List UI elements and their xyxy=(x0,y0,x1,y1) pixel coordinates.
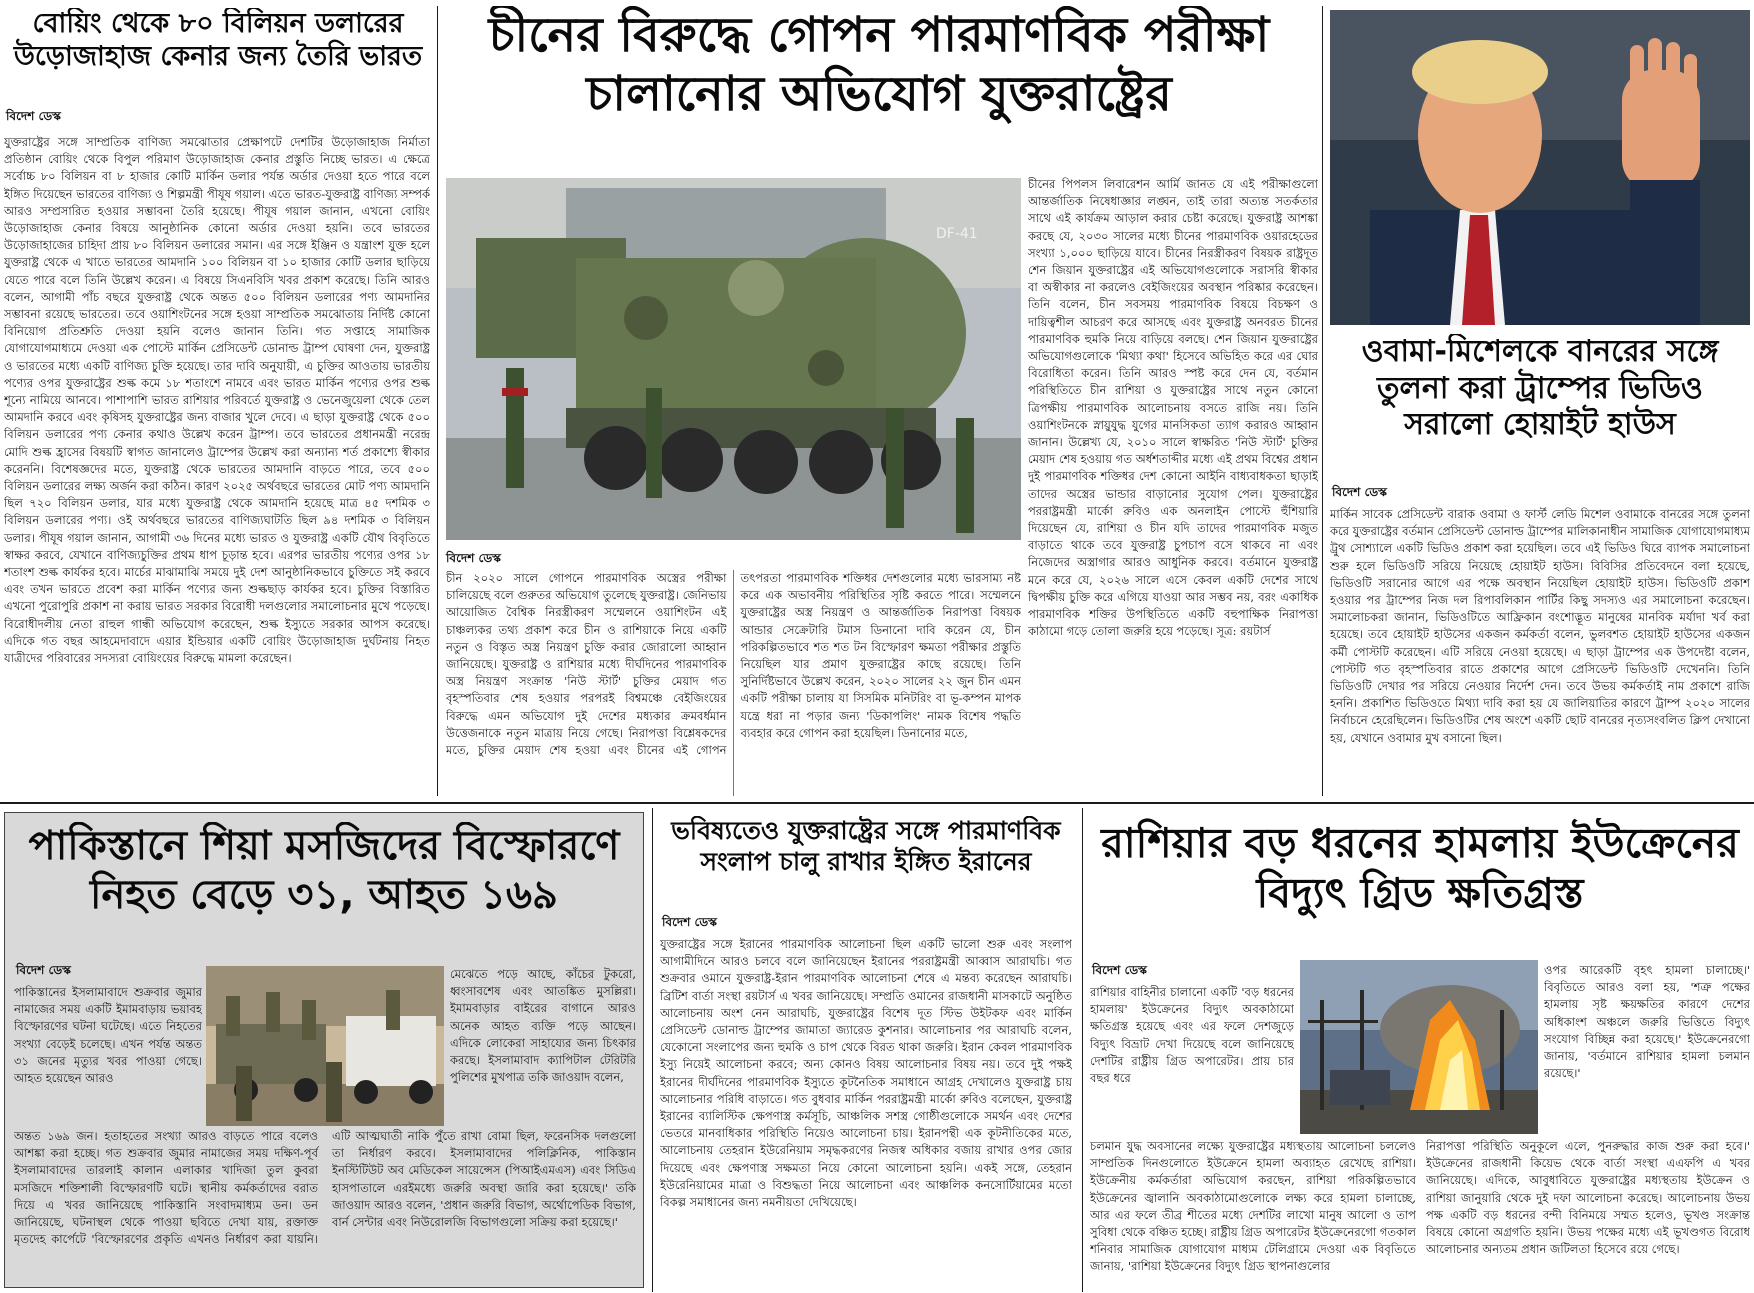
a6-desk: বিদেশ ডেস্ক xyxy=(1092,963,1147,977)
a6-headline: রাশিয়ার বড় ধরনের হামলায় ইউক্রেনের বিদ্যুৎ গ্রিড ক্ষতিগ্রস্ত xyxy=(1101,819,1739,918)
a4-headline: পাকিস্তানে শিয়া মসজিদের বিস্ফোরণে নিহত বেড়ে ৩১, আহত ১৬৯ xyxy=(28,823,620,918)
rule-v3 xyxy=(652,808,653,1292)
a2-body-bottom: চীন ২০২০ সালে গোপনে পারমাণবিক অস্ত্রের পরীক্ষা চালিয়েছে বলে গুরুতর অভিযোগ তুলেছে যুক্তরাষ্ট্র। জেনিভায় আয়োজিত বৈশ্বিক নিরস্ত্রীকরণ সম্মেলনে ওয়াশিংটন এই চাঞ্চল্যকর তথ্য প্রকাশ করে চীন ও রাশিয়াকে নিয়ে একটি নতুন ও বিস্তৃত অস্ত্র নিয়ন্ত্রণ চুক্তি করার জোরালো আহ্বান জানিয়েছে। যুক্তরাষ্ট্র ও রাশিয়ার মধ্যে দীর্ঘদিনের পারমাণবিক অস্ত্র নিয়ন্ত্রণ সংক্রান্ত 'নিউ স্টার্ট' চুক্তির মেয়াদ গত বৃহস্পতিবার শেষ হওয়ার পরপরই বিশ্বমঞ্চে বেইজিংয়ের বিরুদ্ধে এমন অভিযোগ দুই দেশের মধ্যকার ক্রমবর্ধমান উত্তেজনাকে নতুন মাত্রায় নিয়ে গেছে। নিরাপত্তা বিশ্লেষকদের মতে, চুক্তির মেয়াদ শেষ হওয়া এবং চীনের এই গোপন তৎপরতা পারমাণবিক শক্তিধর দেশগুলোর মধ্যে ভারসাম্য নষ্ট করে এক অভাবনীয় পরিস্থিতির সৃষ্টি করতে পারে। সম্মেলনে যুক্তরাষ্ট্রের অস্ত্র নিয়ন্ত্রণ ও আন্তর্জাতিক নিরাপত্তা বিষয়ক আন্ডার সেক্রেটারি টমাস ডিনানো দাবি করেন যে, চীন পরিকল্পিতভাবে শত শত টন বিস্ফোরণ ক্ষমতা পরীক্ষার প্রস্তুতি নিয়েছিল যার প্রমাণ যুক্তরাষ্ট্রের কাছে রয়েছে। তিনি সুনির্দিষ্টভাবে উল্লেখ করেন, ২০২০ সালের ২২ জুন চীন এমন একটি পরীক্ষা চালায় যা সিসমিক মনিটরিং বা ভূ-কম্পন মাপক যন্ত্রে ধরা না পড়ার জন্য 'ডিকাপলিং' নামক বিশেষ পদ্ধতি ব্যবহার করে গোপন করা হয়েছিল। ডিনানোর মতে, xyxy=(446,571,1021,758)
a3-headline: ওবামা-মিশেলকে বানরের সঙ্গে তুলনা করা ট্রাম্পের ভিডিও সরালো হোয়াইট হাউস xyxy=(1361,334,1719,443)
a5-desk: বিদেশ ডেস্ক xyxy=(662,915,717,929)
trump-image xyxy=(1330,10,1750,325)
a4-police-photo xyxy=(206,966,444,1126)
a6-fire-photo xyxy=(1300,960,1538,1134)
a4-desk: বিদেশ ডেস্ক xyxy=(16,963,71,977)
a2-headline: চীনের বিরুদ্ধে গোপন পারমাণবিক পরীক্ষা চালানোর অভিযোগ যুক্তরাষ্ট্রের xyxy=(488,7,1270,122)
a1-desk: বিদেশ ডেস্ক xyxy=(6,109,61,123)
a6-body-left: রাশিয়ার বাহিনীর চালানো একটি 'বড় ধরনের হামলায়' ইউক্রেনের বিদ্যুৎ অবকাঠামো ক্ষতিগ্রস্ত হয়েছে এবং এর ফলে দেশজুড়ে বিদ্যুৎ বিভ্রাট দেখা দিয়েছে বলে জানিয়েছে দেশটির রাষ্ট্রীয় গ্রিড অপারেটর। প্রায় চার বছর ধরে xyxy=(1090,985,1294,1086)
a3-trump-photo xyxy=(1330,10,1750,325)
a2-missile-photo xyxy=(446,178,1021,540)
police-image xyxy=(206,966,444,1126)
a3-body: মার্কিন সাবেক প্রেসিডেন্ট বারাক ওবামা ও ফার্স্ট লেডি মিশেল ওবামাকে বানরের সঙ্গে তুলনা করে যুক্তরাষ্ট্রের বর্তমান প্রেসিডেন্ট ডোনাল্ড ট্রাম্পের মালিকানাধীন সামাজিক যোগাযোগমাধ্যম ট্রুথ সোশ্যালে একটি ভিডিও প্রকাশ করা হয়েছিল। তবে এই ভিডিও ঘিরে ব্যাপক সমালোচনা শুরু হলে ভিডিওটি সরিয়ে নিয়েছে হোয়াইট হাউস। বিবিসির প্রতিবেদনে বলা হয়েছে, ভিডিওটি সরানোর আগে এর পক্ষে অবস্থান নিয়েছিল হোয়াইট হাউস। ভিডিওটি প্রকাশ হওয়ার পর ট্রাম্পের নিজ দল রিপাবলিকান পার্টির কিছু সদস্যও এর সমালোচনা করেছেন। সমালোচকরা জানান, ভিডিওটিতে আফ্রিকান বংশোদ্ভূত মানুষের মানবিক মর্যাদা খর্ব করা হয়েছে। তবে হোয়াইট হাউসের একজন কর্মকর্তা বলেন, ভুলবশত হোয়াইট হাউসের একজন কর্মী পোস্টটি করেছেন। এটি সরিয়ে নেওয়া হয়েছে। এ ছাড়া ট্রাম্পের এক উপদেষ্টা বলেন, পোস্টটি গত বৃহস্পতিবার রাতে প্রকাশের আগে প্রেসিডেন্ট ভিডিওটি দেখেননি। তিনি ভিডিওটি দেখার পর সরিয়ে নেওয়ার নির্দেশ দেন। তবে উভয় কর্মকর্তাই নাম প্রকাশে রাজি হননি। প্রকাশিত ভিডিওতে মিথ্যা দাবি করা হয় যে জালিয়াতির কারণে ট্রাম্প ২০২০ সালের নির্বাচনে হেরেছিলেন। ভিডিওটির শেষ অংশে একটি ছোট বানরের নৃত্যসংবলিত ক্লিপ দেখানো হয়, যেখানে ওবামার মুখ বসানো ছিল। xyxy=(1330,507,1750,745)
a3-desk: বিদেশ ডেস্ক xyxy=(1332,485,1387,499)
fire-image xyxy=(1300,960,1538,1134)
a6-body-bottom-right: নিরাপত্তা পরিস্থিতি অনুকূলে এলে, পুনরুদ্ধার কাজ শুরু করা হবে।' ইউক্রেনের রাজধানী কিয়েভ থেকে বার্তা সংস্থা এএফপি এ খবর জানিয়েছে। এদিকে, আবুধাবিতে যুক্তরাষ্ট্রের মধ্যস্থতায় ইউক্রেন ও রাশিয়া জানুয়ারি থেকে দুই দফা আলোচনা করেছে। আলোচনায় উভয় পক্ষ একটি বড় ধরনের বন্দী বিনিময়ে সম্মত হলেও, ভূখণ্ড সংক্রান্ত বিষয়ে কোনো অগ্রগতি হয়নি। উভয় পক্ষের মধ্যে এই ভূখণ্ডগত বিরোধ আলোচনার অন্যতম প্রধান জটিলতা হিসেবে রয়ে গেছে। xyxy=(1426,1139,1750,1257)
a4-body-right: মেঝেতে পড়ে আছে, কাঁচের টুকরো, ধ্বংসাবশেষ এবং আতঙ্কিত মুসল্লিরা। ইমামবাড়ার বাইরের বাগানে আরও অনেক আহত ব্যক্তি পড়ে আছেন। এদিকে লোকেরা সাহায্যের জন্য চিৎকার করছে। ইসলামাবাদ ক্যাপিটাল টেরিটরি পুলিশের মুখপাত্র তকি জাওয়াদ বলেন, xyxy=(450,967,636,1085)
a2-body-right: চীনের পিপলস লিবারেশন আর্মি জানত যে এই পরীক্ষাগুলো আন্তর্জাতিক নিষেধাজ্ঞার লঙ্ঘন, তাই তারা অত্যন্ত সতর্কতার সাথে এই কার্যক্রম আড়াল করার চেষ্টা করেছে। যুক্তরাষ্ট্র আশঙ্কা করছে যে, ২০৩০ সালের মধ্যে চীনের পারমাণবিক ওয়ারহেডের সংখ্যা ১,০০০ ছাড়িয়ে যাবে। চীনের নিরস্ত্রীকরণ বিষয়ক রাষ্ট্রদূত শেন জিয়ান যুক্তরাষ্ট্রের এই অভিযোগগুলোকে সরাসরি স্বীকার বা অস্বীকার না করলেও বেইজিংয়ের অবস্থান পরিষ্কার করেছেন। তিনি বলেন, চীন সবসময় পারমাণবিক বিষয়ে বিচক্ষণ ও দায়িত্বশীল আচরণ করে আসছে এবং যুক্তরাষ্ট্র অনবরত চীনের পারমাণবিক হুমকি নিয়ে বাড়িয়ে বলছে। শেন জিয়ান যুক্তরাষ্ট্রের অভিযোগগুলোকে 'মিথ্যা কথা' হিসেবে অভিহিত করে এর ঘোর বিরোধিতা করেন। তিনি আরও স্পষ্ট করে দেন যে, বর্তমান পরিস্থিতিতে চীন রাশিয়া ও যুক্তরাষ্ট্রের সাথে নতুন কোনো ত্রিপক্ষীয় পারমাণবিক আলোচনায় বসতে রাজি নয়। তিনি ওয়াশিংটনকে স্নায়ুযুদ্ধ যুগের মানসিকতা ত্যাগ করারও আহ্বান জানান। উল্লেখ্য যে, ২০১০ সালে স্বাক্ষরিত 'নিউ স্টার্ট' চুক্তির মেয়াদ শেষ হওয়ায় গত অর্ধশতাব্দীর মধ্যে এই প্রথম বিশ্বের প্রধান দুই পারমাণবিক শক্তিধর দেশ কোনো আইনি বাধ্যবাধকতা ছাড়াই তাদের অস্ত্রের ভান্ডার বাড়ানোর সুযোগ পেল। যুক্তরাষ্ট্রের পররাষ্ট্রমন্ত্রী মার্কো রুবিও এক অনলাইন পোস্টে হুঁশিয়ারি দিয়েছেন যে, রাশিয়া ও চীন যদি তাদের পারমাণবিক মজুত বাড়াতে থাকে তবে যুক্তরাষ্ট্র চুপচাপ বসে থাকবে না এবং নিজেদের অস্ত্রাগার আরও আধুনিক করবে। বর্তমানে যুক্তরাষ্ট্র মনে করে যে, ২০২৬ সালে এসে কেবল একটি দেশের সাথে দ্বিপক্ষীয় চুক্তি করে এগিয়ে যাওয়া আর সম্ভব নয়, বরং একাধিক পারমাণবিক শক্তির উপস্থিতিতে একটি বহুপাক্ষিক নিরাপত্তা কাঠামো গড়ে তোলা জরুরি হয়ে পড়েছে। সূত্র: রয়টার্স xyxy=(1028,177,1318,639)
a1-headline: বোয়িং থেকে ৮০ বিলিয়ন ডলারের উড়োজাহাজ কেনার জন্য তৈরি ভারত xyxy=(13,8,423,72)
a4-body-left: পাকিস্তানের ইসলামাবাদে শুক্রবার জুমার নামাজের সময় একটি ইমামবাড়ায় ভয়াবহ বিস্ফোরণের ঘটনা ঘটেছে। এতে নিহতের সংখ্যা বেড়েই চলেছে। এখন পর্যন্ত অন্তত ৩১ জনের মৃত্যুর খবর পাওয়া গেছে। আহত হয়েছেন আরও xyxy=(14,985,202,1086)
rule-v4 xyxy=(1082,808,1083,1292)
a2-desk: বিদেশ ডেস্ক xyxy=(446,551,501,565)
missile-label: DF-41 xyxy=(936,226,978,242)
missile-image xyxy=(446,178,1021,540)
a5-body: যুক্তরাষ্ট্রের সঙ্গে ইরানের পারমাণবিক আলোচনা ছিল একটি ভালো শুরু এবং সংলাপ আগামীদিনে আরও চলবে বলে জানিয়েছেন ইরানের পররাষ্ট্রমন্ত্রী আব্বাস আরাঘচি। গত শুক্রবার ওমানে যুক্তরাষ্ট্র-ইরান পারমাণবিক আলোচনা শেষে এ মন্তব্য করেছেন আরাঘচি। ব্রিটিশ বার্তা সংস্থা রয়টার্স এ খবর জানিয়েছে। সম্প্রতি ওমানের রাজধানী মাসকাটে অনুষ্ঠিত আলোচনায় অংশ নেন আরাঘচি, যুক্তরাষ্ট্রের বিশেষ দূত স্টিভ উইটকফ এবং মার্কিন প্রেসিডেন্ট ডোনাল্ড ট্রাম্পের জামাতা জ্যারেড কুশনার। আলোচনার পর আরাঘচি বলেন, যেকোনো সংলাপের জন্য হুমকি ও চাপ থেকে বিরত থাকা জরুরি। ইরান কেবল পারমাণবিক ইস্যু নিয়েই আলোচনা করবে; অন্য কোনও বিষয় আলোচনার বিষয় নয়। তবে দুই পক্ষই ইরানের দীর্ঘদিনের পারমাণবিক ইস্যুতে কূটনৈতিক সমাধানে আগ্রহ দেখালেও যুক্তরাষ্ট্র চায় আলোচনার পরিধি বাড়াতে। গত বুধবার মার্কিন পররাষ্ট্রমন্ত্রী মার্কো রুবিও বলেছেন, যুক্তরাষ্ট্র ইরানের ব্যালিস্টিক ক্ষেপণাস্ত্র কর্মসূচি, আঞ্চলিক সশস্ত্র গোষ্ঠীগুলোকে সমর্থন এবং দেশের ভেতরে মানবাধিকার পরিস্থিতি নিয়েও আলোচনা চায়। ইরানপন্থী এক কূটনীতিকের মতে, আলোচনায় তেহরান ইউরেনিয়াম সমৃদ্ধকরণের নিজস্ব অধিকার বজায় রাখার ওপর জোর দিয়েছে এবং ক্ষেপণাস্ত্র সক্ষমতা নিয়ে কোনো আলোচনা হয়নি। একই সঙ্গে, তেহরান ইউরেনিয়ামের মাত্রা ও বিশুদ্ধতা নিয়ে আলোচনা এবং আঞ্চলিক কনসোর্টিয়ামের মতো বিকল্প সমাধানের জন্য নমনীয়তা দেখিয়েছে। xyxy=(660,937,1072,1210)
rule-v2 xyxy=(1322,6,1323,796)
a1-body: যুক্তরাষ্ট্রের সঙ্গে সাম্প্রতিক বাণিজ্য সমঝোতার প্রেক্ষাপটে দেশটির উড়োজাহাজ নির্মাতা প্রতিষ্ঠান বোয়িং থেকে বিপুল পরিমাণ উড়োজাহাজ কেনার প্রস্তুতি নিচ্ছে ভারত। এ ক্ষেত্রে সর্বোচ্চ ৮০ বিলিয়ন বা ৮ হাজার কোটি মার্কিন ডলার পর্যন্ত অর্ডার দেওয়া হতে পারে বলে ইঙ্গিত দিয়েছেন ভারতের বাণিজ্য ও শিল্পমন্ত্রী পীযূষ গয়াল। এতে ভারত-যুক্তরাষ্ট্র বাণিজ্য সম্পর্ক আরও সম্প্রসারিত হওয়ার সম্ভাবনা তৈরি হয়েছে। পীযূষ গয়াল জানান, এখনো বোয়িং উড়োজাহাজ কেনার বিষয়ে আনুষ্ঠানিক কোনো অর্ডার দেওয়া হয়নি। তবে ভারতের উড়োজাহাজের চাহিদা প্রায় ৮০ বিলিয়ন ডলারের সমান। এর সঙ্গে ইঞ্জিন ও যন্ত্রাংশ যুক্ত হলে যুক্তরাষ্ট্র থেকে এ খাতে ভারতের আমদানি ১০০ বিলিয়ন বা ১০ হাজার কোটি ডলার ছাড়িয়ে যেতে পারে বলে তিনি উল্লেখ করেন। এ বিষয়ে সিএনবিসি খবর প্রকাশ করেছে। তিনি আরও বলেন, আগামী পাঁচ বছরে যুক্তরাষ্ট্র থেকে অন্তত ৫০০ বিলিয়ন ডলারের পণ্য আমদানির সম্ভাবনা রয়েছে ভারতের। তবে ওয়াশিংটনের সঙ্গে হওয়া সাম্প্রতিক সমঝোতায় নির্দিষ্ট কোনো বিনিয়োগ প্রতিশ্রুতি দেওয়া হয়নি বলেও জানান তিনি। গত সপ্তাহে সামাজিক যোগাযোগমাধ্যমে দেওয়া এক পোস্টে মার্কিন প্রেসিডেন্ট ডোনাল্ড ট্রাম্প ঘোষণা দেন, যুক্তরাষ্ট্র ও ভারতের মধ্যে একটি বাণিজ্য চুক্তি হয়েছে। তার দাবি অনুযায়ী, এ চুক্তির আওতায় ভারতীয় পণ্যের ওপর যুক্তরাষ্ট্রের শুল্ক কমে ১৮ শতাংশে নামবে এবং ভারত মার্কিন পণ্যের ওপর শুল্ক শূন্যে নামিয়ে আনবে। পাশাপাশি ভারত রাশিয়ার পরিবর্তে যুক্তরাষ্ট্র ও ভেনেজুয়েলা থেকে তেল আমদানি করবে এবং কৃষিসহ যুক্তরাষ্ট্রের জন্য বাজার খুলে দেবে। এ ছাড়া যুক্তরাষ্ট্র থেকে ৫০০ বিলিয়ন ডলারের পণ্য কেনার কথাও উল্লেখ করেন ট্রাম্প। তবে ভারতের প্রধানমন্ত্রী নরেন্দ্র মোদি শুল্ক হ্রাসের বিষয়টি স্বাগত জানালেও ট্রাম্পের উল্লেখ করা অন্যান্য শর্ত প্রকাশ্যে স্বীকার করেননি। বিশেষজ্ঞদের মতে, যুক্তরাষ্ট্র থেকে ভারতের আমদানি বাড়তে পারে, তবে ৫০০ বিলিয়ন ডলারের লক্ষ্য অর্জন করা কঠিন। কারণ ২০২৫ অর্থবছরে ভারতের মোট পণ্য আমদানি ছিল ৭২০ বিলিয়ন ডলার, যার মধ্যে যুক্তরাষ্ট্র থেকে আমদানি হয়েছে মাত্র ৪৫ দশমিক ৩ বিলিয়ন ডলারের পণ্য। ওই অর্থবছরে ভারতের বাণিজ্যঘাটতি ছিল ৯৪ দশমিক ৩ বিলিয়ন ডলার। পীযূষ গয়াল জানান, আগামী ৩৬ দিনের মধ্যে ভারত ও যুক্তরাষ্ট্র একটি যৌথ বিবৃতিতে স্বাক্ষর করবে, যেখানে বাণিজ্যচুক্তির প্রথম ধাপ চূড়ান্ত হবে। এরপর ভারতীয় পণ্যের ওপর ১৮ শতাংশ শুল্ক কার্যকর হবে। মার্চের মাঝামাঝি সময়ে দুই দেশ আনুষ্ঠানিকভাবে চুক্তিতে সই করবে এবং তখন ভারতে প্রবেশ করা মার্কিন পণ্যের জন্য শুল্কছাড় কার্যকর হবে। চুক্তির বিস্তারিত এখনো পুরোপুরি প্রকাশ না করায় ভারত সরকার বিরোধী দলগুলোর সমালোচনার মুখে পড়েছে। বিরোধীদলীয় নেতা রাহুল গান্ধী অভিযোগ করেছেন, শুল্ক ইস্যুতে সরকার আপস করেছে। এদিকে গত বছর আহমেদাবাদে এয়ার ইন্ডিয়ার একটি বোয়িং উড়োজাহাজ দুর্ঘটনায় নিহত যাত্রীদের পরিবারের সদস্যরা বোয়িংয়ের বিরুদ্ধে মামলা করেছেন। xyxy=(4,135,430,666)
a4-body-bottom: অন্তত ১৬৯ জন। হতাহতের সংখ্যা আরও বাড়তে পারে বলেও আশঙ্কা করা হচ্ছে। গত শুক্রবার জুমার নামাজের সময় দক্ষিণ-পূর্ব ইসলামাবাদের তারলাই কালান এলাকার খাদিজা তুল কুবরা মসজিদে শক্তিশালী বিস্ফোরণটি ঘটে। স্থানীয় কর্মকর্তাদের বরাত দিয়ে এ খবর জানিয়েছে পাকিস্তানি সংবাদমাধ্যম ডন। ডন জানিয়েছে, ঘটনাস্থল থেকে পাওয়া ছবিতে দেখা যায়, রক্তাক্ত মৃতদেহ কার্পেটে 'বিস্ফোরণের প্রকৃতি এখনও নির্ধারণ করা যায়নি। এটি আত্মঘাতী নাকি পুঁতে রাখা বোমা ছিল, ফরেনসিক দলগুলো তা নির্ধারণ করবে। ইসলামাবাদের পলিক্লিনিক, পাকিস্তান ইনস্টিটিউট অব মেডিকেল সায়েন্সেস (পিআইএমএস) এবং সিডিএ হাসপাতালে এরইমধ্যে জরুরি অবস্থা জারি করা হয়েছে।' তকি জাওয়াদ আরও বলেন, 'প্রধান জরুরি বিভাগ, অর্থোপেডিক বিভাগ, বার্ন সেন্টার এবং নিউরোলজি বিভাগগুলো সক্রিয় করা হয়েছে।' xyxy=(14,1129,636,1247)
a5-headline: ভবিষ্যতেও যুক্তরাষ্ট্রের সঙ্গে পারমাণবিক সংলাপ চালু রাখার ইঙ্গিত ইরানের xyxy=(671,816,1061,876)
a6-body-right: ওপর আরেকটি বৃহৎ হামলা চালাচ্ছে।' বিবৃতিতে আরও বলা হয়, 'শত্রু পক্ষের হামলায় সৃষ্ট ক্ষয়ক্ষতির কারণে দেশের অধিকাংশ অঞ্চলে জরুরি ভিত্তিতে বিদ্যুৎ সংযোগ বিচ্ছিন্ন করা হয়েছে।' ইউক্রেনেরগো জানায়, 'বর্তমানে রাশিয়ার হামলা চলমান রয়েছে।' xyxy=(1544,963,1750,1081)
rule-h1 xyxy=(0,802,1754,804)
a6-body-bottom-left: চলমান যুদ্ধ অবসানের লক্ষ্যে যুক্তরাষ্ট্রের মধ্যস্থতায় আলোচনা চললেও সাম্প্রতিক দিনগুলোতে ইউক্রেনে হামলা অব্যাহত রেখেছে রাশিয়া। ইউক্রেনীয় কর্মকর্তারা অভিযোগ করছেন, রাশিয়া পরিকল্পিতভাবে ইউক্রেনের জ্বালানি অবকাঠামোগুলোকে লক্ষ্য করে হামলা চালাচ্ছে, আর এর ফলে তীব্র শীতের মধ্যে দেশটির লাখো মানুষ আলো ও তাপ সুবিধা থেকে বঞ্চিত হচ্ছে। রাষ্ট্রীয় গ্রিড অপারেটর ইউক্রেনেরগো গতকাল শনিবার সামাজিক যোগাযোগ মাধ্যম টেলিগ্রামে দেওয়া এক বিবৃতিতে জানায়, 'রাশিয়া ইউক্রেনের বিদ্যুৎ গ্রিড স্থাপনাগুলোর xyxy=(1090,1139,1416,1274)
rule-v1 xyxy=(437,6,438,796)
